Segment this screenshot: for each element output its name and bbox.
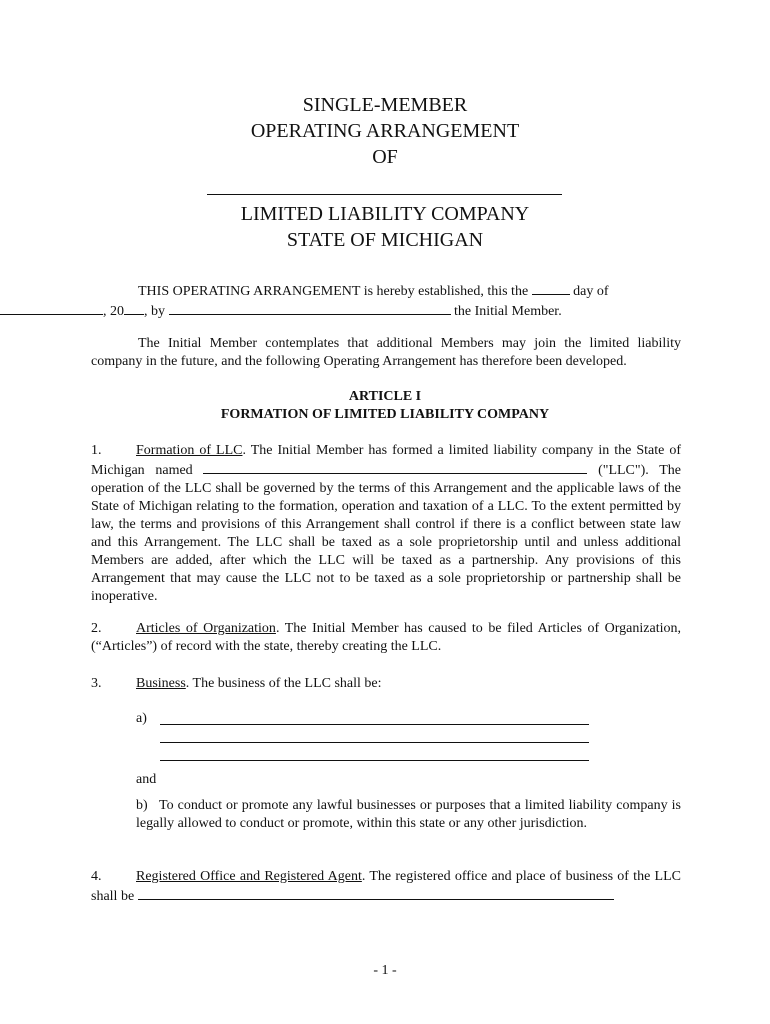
section-3-text: . The business of the LLC shall be: [185, 676, 382, 691]
section-3-title: Business [136, 676, 186, 691]
section-4-text: . The registered office and place of business of the LLC shall be [91, 869, 681, 904]
title-line-2: OPERATING ARRANGEMENT [250, 120, 520, 142]
intro-text-c: , 20 [103, 304, 124, 319]
intro-text-a: THIS OPERATING ARRANGEMENT is hereby established, this the [138, 284, 529, 299]
article-subheading: FORMATION OF LIMITED LIABILITY COMPANY [220, 407, 550, 422]
business-blank-1 [160, 724, 589, 725]
title-line-5: STATE OF MICHIGAN [286, 229, 484, 251]
section-1 [91, 442, 681, 606]
section-4 [91, 868, 681, 906]
section-2 [91, 620, 681, 656]
title-line-4: LIMITED LIABILITY COMPANY [240, 203, 530, 225]
business-blank-2 [160, 742, 589, 743]
month-blank [0, 301, 103, 315]
document-title [0, 92, 770, 170]
section-1-text-a: . The Initial Member has formed a limited liability company in the State of Michigan named [91, 443, 682, 478]
intro-text-b: day of [573, 284, 609, 299]
company-name-blank [207, 194, 562, 195]
title-line-3: OF [372, 146, 398, 168]
section-1-text-b: ("LLC"). The operation of the LLC shall be governed by the terms of this Arrangement and the applicable laws of the State of Michigan relating to the formation, operation and taxation of a LLC. To the extent permitted by law, the terms and provisions of this Arrangement shall control if there is a conflict between state law and this Arrangement. The LLC shall be taxed as a sole proprietorship until and unless additional Members are added, after which the LLC will be taxed as a partnership. Any provisions of this Arrangement that may cause the LLC not to be taxed as a sole proprietorship or partnership shall be inoperative. [91, 463, 681, 604]
llc-name-blank [203, 460, 587, 474]
subitem-a-label: a) [136, 711, 147, 726]
document-subtitle [0, 201, 770, 253]
member-name-blank [169, 301, 451, 315]
business-blank-3 [160, 760, 589, 761]
section-2-title: Articles of Organization [136, 621, 276, 636]
subitem-b-label: b) [136, 798, 148, 813]
section-1-number: 1. [91, 443, 102, 458]
section-2-text: . The Initial Member has caused to be filed Articles of Organization, (“Articles”) of record with the state, thereby creating the LLC. [91, 621, 681, 654]
section-4-title: Registered Office and Registered Agent [136, 869, 362, 884]
section-2-number: 2. [91, 621, 102, 636]
year-blank [124, 301, 144, 315]
section-3 [91, 675, 681, 693]
registered-office-blank [138, 886, 614, 900]
section-1-title: Formation of LLC [136, 443, 243, 458]
title-line-1: SINGLE-MEMBER [302, 94, 468, 116]
day-blank [532, 281, 570, 295]
intro-text-d: , by [144, 304, 165, 319]
intro-paragraph-2: The Initial Member contemplates that additional Members may join the limited liability company in the future, and the following Operating Arrangement has therefore been developed. [91, 336, 681, 369]
section-4-number: 4. [91, 869, 102, 884]
page-number: - 1 - [373, 963, 397, 978]
article-heading: ARTICLE I [348, 389, 422, 404]
intro-text-e: the Initial Member. [454, 304, 562, 319]
intro-paragraph-1 [91, 281, 681, 321]
subitem-b [136, 797, 681, 833]
subitem-b-text: To conduct or promote any lawful businesses or purposes that a limited liability company is legally allowed to conduct or promote, within this state or any other jurisdiction. [136, 798, 681, 831]
section-3-number: 3. [91, 676, 102, 691]
and-text: and [136, 772, 157, 787]
